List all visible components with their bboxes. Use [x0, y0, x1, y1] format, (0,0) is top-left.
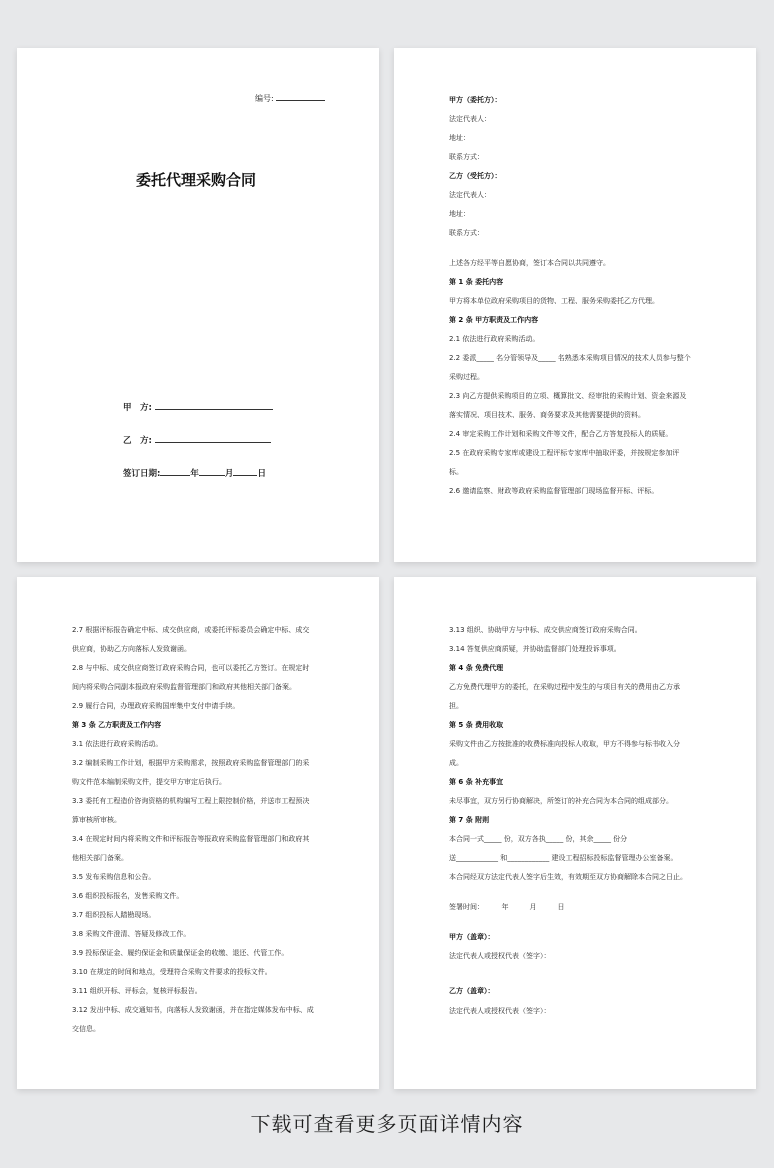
text-line: 担。	[449, 702, 463, 710]
section-heading: 甲方（盖章）：	[449, 933, 495, 941]
text-line: 成。	[449, 759, 463, 767]
sign-date-label: 签订日期:	[123, 469, 161, 479]
party-a-label: 甲 方:	[123, 403, 152, 413]
text-line: 2.7 根据评标报告确定中标、成交供应商，或委托评标委员会确定中标、成交	[72, 626, 310, 634]
party-a-signature-line	[123, 401, 273, 413]
section-heading: 第 4 条 免费代理	[449, 664, 504, 672]
contract-number-field	[255, 93, 325, 104]
section-heading: 第 6 条 补充事宜	[449, 778, 504, 786]
text-line: 乙方免费代理甲方的委托，在采购过程中发生的与项目有关的费用由乙方承	[449, 683, 680, 691]
section-heading: 第 7 条 附则	[449, 816, 490, 824]
text-line: 3.13 组织、协助甲方与中标、成交供应商签订政府采购合同。	[449, 626, 642, 634]
text-line: 2.1 依法进行政府采购活动。	[449, 335, 540, 343]
section-heading: 第 3 条 乙方职责及工作内容	[72, 721, 162, 729]
section-heading: 乙方（盖章）：	[449, 987, 495, 995]
text-line: 上述各方经平等自愿协商，签订本合同以共同遵守。	[449, 259, 610, 267]
section-heading: 第 1 条 委托内容	[449, 278, 504, 286]
text-line: 间内将采购合同副本报政府采购监督管理部门和政府其他相关部门备案。	[72, 683, 296, 691]
party-b-blank	[155, 434, 271, 443]
text-line: 地址：	[449, 134, 470, 142]
text-line: 联系方式：	[449, 153, 484, 161]
text-line: 法定代表人或授权代表（签字）：	[449, 1007, 551, 1015]
text-line: 3.4 在规定时间内将采购文件和评标报告等报政府采购监督管理部门和政府其	[72, 835, 310, 843]
text-line: 采购过程。	[449, 373, 484, 381]
section-heading: 第 2 条 甲方职责及工作内容	[449, 316, 539, 324]
text-line: 2.4 审定采购工作计划和采购文件等文件，配合乙方答复投标人的质疑。	[449, 430, 673, 438]
page-3-body	[72, 625, 332, 1043]
text-line: 2.2 委派_____ 名分管领导及_____ 名熟悉本采购项目情况的技术人员参与整个	[449, 354, 691, 362]
party-b-signature-line	[123, 434, 271, 446]
document-title: 委托代理采购合同	[135, 171, 256, 189]
text-line: 3.8 采购文件澄清、答疑及修改工作。	[72, 930, 191, 938]
text-line: 2.5 在政府采购专家库或建设工程评标专家库中抽取评委，并按规定参加评	[449, 449, 680, 457]
day-label: 日	[257, 469, 266, 479]
page-4-body	[449, 625, 709, 1025]
year-blank	[160, 467, 190, 476]
text-line: 购文件范本编制采购文件，提交甲方审定后执行。	[72, 778, 226, 786]
contract-number-blank	[276, 93, 325, 101]
sign-date-line	[123, 467, 266, 479]
text-line: 标。	[449, 468, 463, 476]
section-heading: 第 5 条 费用收取	[449, 721, 504, 729]
text-line: 法定代表人或授权代表（签字）：	[449, 952, 551, 960]
text-line: 法定代表人：	[449, 115, 491, 123]
text-line: 他相关部门备案。	[72, 854, 128, 862]
text-line: 法定代表人：	[449, 191, 491, 199]
text-line: 3.6 组织投标报名，发售采购文件。	[72, 892, 184, 900]
text-line: 3.2 编制采购工作计划，根据甲方采购需求，按照政府采购监督管理部门的采	[72, 759, 310, 767]
section-heading: 乙方（受托方）：	[449, 172, 502, 180]
party-a-blank	[155, 401, 273, 410]
page-3	[17, 577, 379, 1089]
text-line: 2.3 向乙方提供采购项目的立项、概算批文、经审批的采购计划、资金来源及	[449, 392, 687, 400]
page-4	[394, 577, 756, 1089]
text-line: 签署时间： 年 月 日	[449, 903, 565, 911]
text-line: 送____________ 和____________ 建设工程招标投标监督管理办公室备案。	[449, 854, 678, 862]
month-label: 月	[224, 469, 234, 479]
text-line: 本合同经双方法定代表人签字后生效，有效期至双方协商解除本合同之日止。	[449, 873, 687, 881]
text-line: 采购文件由乙方按批准的收费标准向投标人收取，甲方不得参与标书收入分	[449, 740, 680, 748]
page-2	[394, 48, 756, 562]
text-line: 未尽事宜，双方另行协商解决，所签订的补充合同为本合同的组成部分。	[449, 797, 673, 805]
year-label: 年	[190, 469, 199, 479]
day-blank	[233, 467, 257, 476]
text-line: 本合同一式_____ 份，双方各执_____ 份，其余_____ 份分	[449, 835, 628, 843]
text-line: 算审核所审核。	[72, 816, 121, 824]
page-2-body	[449, 95, 709, 505]
text-line: 3.9 投标保证金、履约保证金和质量保证金的收缴、退还、代管工作。	[72, 949, 289, 957]
text-line: 落实情况、项目技术、服务、商务要求及其他需要提供的资料。	[449, 411, 645, 419]
text-line: 3.12 发出中标、成交通知书，向落标人发致谢函，并在指定媒体发布中标、成	[72, 1006, 314, 1014]
text-line: 联系方式：	[449, 229, 484, 237]
text-line: 3.11 组织开标、评标会，复核评标报告。	[72, 987, 202, 995]
text-line: 3.7 组织投标人踏勘现场。	[72, 911, 156, 919]
text-line: 供应商，协助乙方向落标人发致谢函。	[72, 645, 191, 653]
contract-number-label: 编号:	[255, 94, 274, 103]
text-line: 3.14 答复供应商质疑，并协助监督部门处理投诉事项。	[449, 645, 621, 653]
text-line: 3.1 依法进行政府采购活动。	[72, 740, 163, 748]
text-line: 3.5 发布采购信息和公告。	[72, 873, 156, 881]
text-line: 3.3 委托有工程造价咨询资格的机构编写工程上限控制价格，并送市工程预决	[72, 797, 310, 805]
download-more-caption[interactable]: 下载可查看更多页面详情内容	[250, 1112, 524, 1136]
text-line: 地址：	[449, 210, 470, 218]
text-line: 2.8 与中标、成交供应商签订政府采购合同，也可以委托乙方签订。在规定时	[72, 664, 310, 672]
party-b-label: 乙 方:	[123, 436, 152, 446]
text-line: 2.6 邀请监察、财政等政府采购监督管理部门现场监督开标、评标。	[449, 487, 659, 495]
section-heading: 甲方（委托方）：	[449, 96, 502, 104]
text-line: 交信息。	[72, 1025, 100, 1033]
month-blank	[199, 467, 225, 476]
text-line: 2.9 履行合同，办理政府采购国库集中支付申请手续。	[72, 702, 240, 710]
text-line: 3.10 在规定的时间和地点，受理符合采购文件要求的投标文件。	[72, 968, 272, 976]
cover-page	[17, 48, 379, 562]
text-line: 甲方将本单位政府采购项目的货物、工程、服务采购委托乙方代理。	[449, 297, 659, 305]
